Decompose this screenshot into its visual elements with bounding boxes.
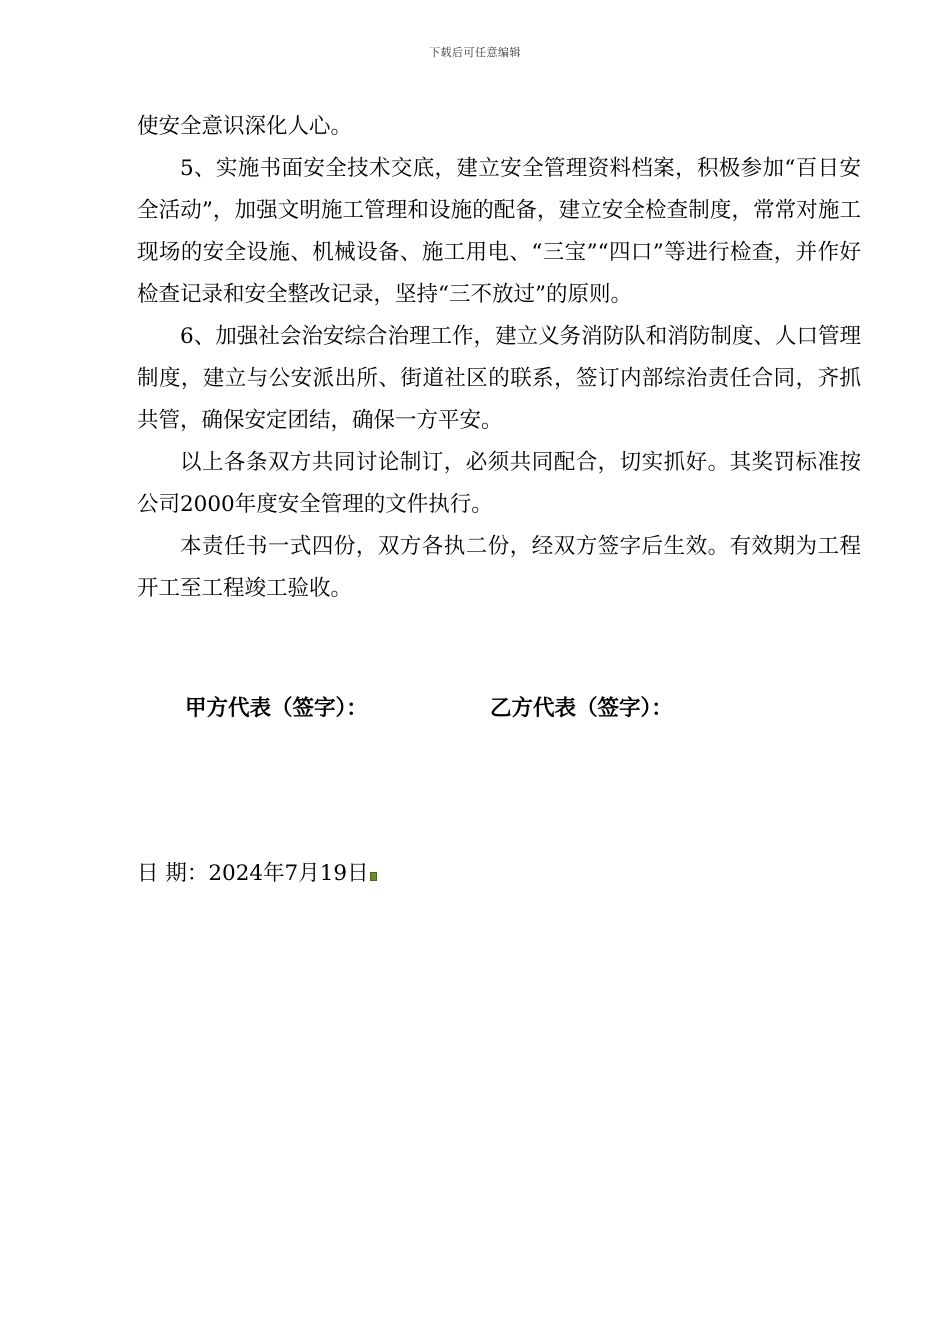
party-b-signature-label: 乙方代表（签字）： [490, 696, 673, 721]
paragraph-continuation: 使安全意识深化人心。 [137, 114, 353, 139]
document-body [137, 106, 861, 610]
page-header: 下载后可任意编辑 [429, 46, 521, 59]
paragraph-item-6: 6、加强社会治安综合治理工作，建立义务消防队和消防制度、人口管理制度，建立与公安派出所、街道社区的联系，签订内部综治责任合同，齐抓共管，确保安定团结，确保一方平安。 [137, 324, 861, 433]
party-a-signature-label: 甲方代表（签字）： [185, 696, 368, 721]
paragraph-item-5: 5、实施书面安全技术交底，建立安全管理资料档案，积极参加“百日安全活动”，加强文明施工管理和设施的配备，建立安全检查制度，常常对施工现场的安全设施、机械设备、施工用电、“三宝”“四口”等进行检查，并作好检查记录和安全整改记录，坚持“三不放过”的原则。 [137, 156, 861, 307]
paragraph-end-mark-icon [370, 872, 377, 881]
paragraph-validity: 本责任书一式四份，双方各执二份，经双方签字后生效。有效期为工程开工至工程竣工验收。 [137, 534, 861, 601]
date-text: 日 期：2024年7月19日 [137, 861, 369, 886]
paragraph-rewards: 以上各条双方共同讨论制订，必须共同配合，切实抓好。其奖罚标准按公司2000年度安全管理的文件执行。 [137, 450, 861, 517]
date-line [137, 853, 377, 895]
signature-row [137, 688, 861, 730]
